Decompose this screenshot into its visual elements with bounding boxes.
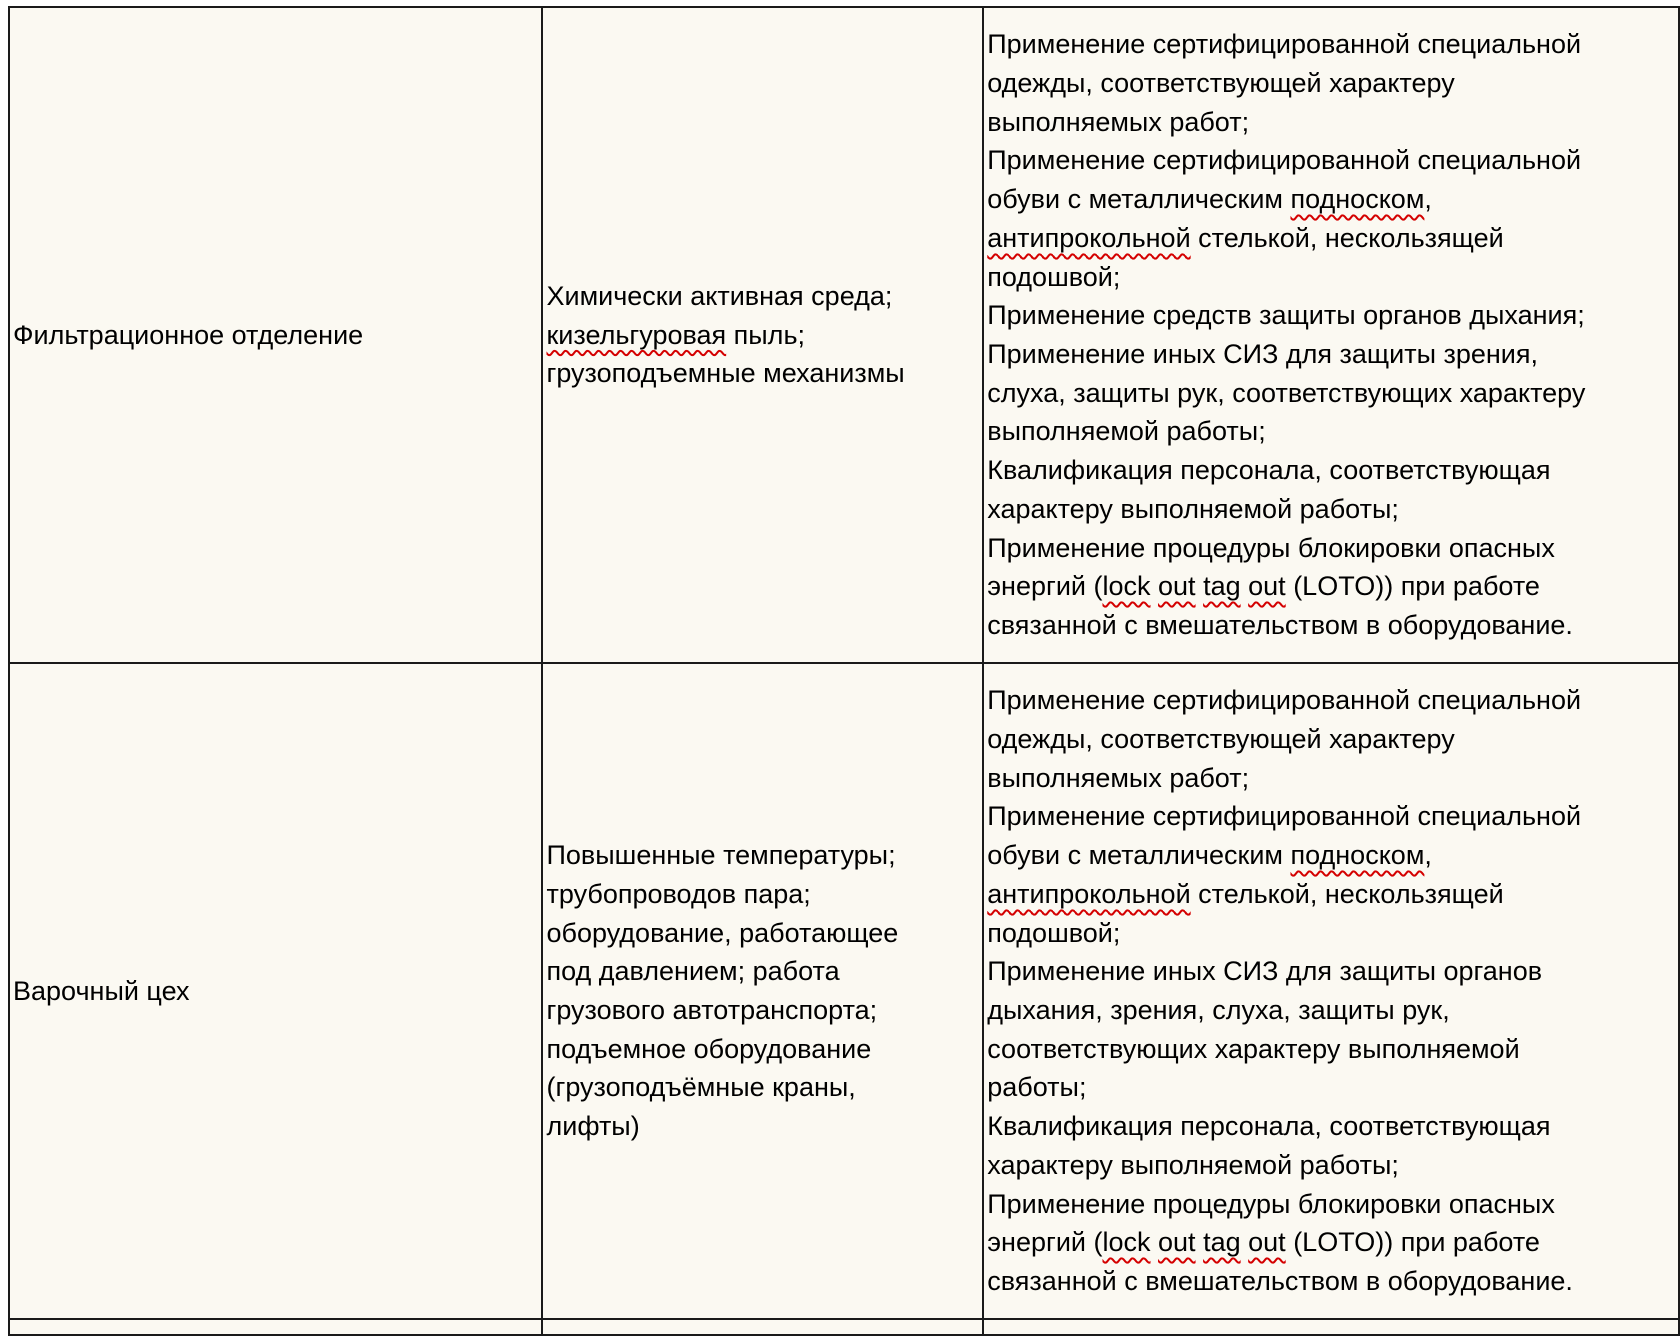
measure-line: обуви с металлическим подноском, bbox=[987, 840, 1432, 871]
table-row bbox=[9, 663, 1679, 1319]
empty-cell bbox=[983, 1319, 1679, 1335]
measure-line: слуха, защиты рук, соответствующих характеру bbox=[987, 377, 1586, 408]
measure-line: работы; bbox=[987, 1072, 1087, 1103]
measure-line: Квалификация персонала, соответствующая bbox=[987, 455, 1551, 486]
measure-line: обуви с металлическим подноском, bbox=[987, 184, 1432, 215]
work-area-text: Фильтрационное отделение bbox=[13, 319, 364, 350]
hazards-cell bbox=[542, 7, 983, 663]
measure-line: дыхания, зрения, слуха, защиты рук, bbox=[987, 995, 1450, 1025]
spellcheck-flagged-word: tag bbox=[1203, 1227, 1241, 1258]
hazard-line: Повышенные температуры; bbox=[546, 840, 896, 871]
measure-line: связанной с вмешательством в оборудование. bbox=[987, 1265, 1573, 1296]
measure-line: подошвой; bbox=[987, 261, 1121, 292]
measures-cell bbox=[983, 7, 1679, 663]
measure-line: характеру выполняемой работы; bbox=[987, 1149, 1399, 1180]
measure-line: антипрокольной стелькой, нескользящей bbox=[987, 878, 1504, 909]
measure-line: Применение сертифицированной специальной bbox=[987, 801, 1582, 832]
measure-line: Применение сертифицированной специальной bbox=[987, 685, 1582, 716]
measure-line: выполняемых работ; bbox=[987, 106, 1250, 137]
measure-line: Применение сертифицированной специальной bbox=[987, 145, 1582, 176]
hazard-line: грузоподъемные механизмы bbox=[546, 358, 905, 389]
hazard-line: лифты) bbox=[546, 1111, 640, 1142]
measure-line: одежды, соответствующей характеру bbox=[987, 68, 1455, 99]
spellcheck-flagged-word: подноском bbox=[1290, 184, 1425, 215]
spellcheck-flagged-word: lock bbox=[1102, 571, 1151, 602]
hazard-line: подъемное оборудование bbox=[546, 1033, 872, 1064]
measure-line: энергий (lock out tag out (LOTO)) при работе bbox=[987, 1227, 1540, 1258]
spellcheck-flagged-word: подноском bbox=[1290, 840, 1425, 871]
measure-line: подошвой; bbox=[987, 917, 1121, 948]
measure-line: энергий (lock out tag out (LOTO)) при работе bbox=[987, 571, 1540, 602]
spellcheck-flagged-word: антипрокольной bbox=[987, 878, 1191, 909]
measure-line: соответствующих характеру выполняемой bbox=[987, 1033, 1520, 1064]
measures-cell bbox=[983, 663, 1679, 1319]
spellcheck-flagged-word: lock bbox=[1102, 1227, 1151, 1258]
measure-line: Применение процедуры блокировки опасных bbox=[987, 1188, 1555, 1219]
spellcheck-flagged-word: out bbox=[1248, 571, 1286, 602]
measure-line: связанной с вмешательством в оборудование. bbox=[987, 609, 1573, 640]
spellcheck-flagged-word: out bbox=[1158, 571, 1196, 602]
measure-line: антипрокольной стелькой, нескользящей bbox=[987, 222, 1504, 253]
measure-line: Квалификация персонала, соответствующая bbox=[987, 1111, 1551, 1142]
hazard-line: грузового автотранспорта; bbox=[546, 995, 878, 1025]
spellcheck-flagged-word: кизельгуровая bbox=[546, 319, 727, 350]
measure-line: выполняемых работ; bbox=[987, 762, 1250, 793]
hazard-line: Химически активная среда; bbox=[546, 280, 893, 311]
measure-line: выполняемой работы; bbox=[987, 416, 1266, 447]
empty-cell bbox=[9, 1319, 542, 1335]
table-row bbox=[9, 7, 1679, 663]
measure-line: одежды, соответствующей характеру bbox=[987, 724, 1455, 755]
hazard-line: (грузоподъёмные краны, bbox=[546, 1072, 856, 1103]
work-area-cell bbox=[9, 7, 542, 663]
spellcheck-flagged-word: tag bbox=[1203, 571, 1241, 602]
spellcheck-flagged-word: out bbox=[1248, 1227, 1286, 1258]
hazard-controls-table bbox=[8, 6, 1680, 1336]
measure-line: характеру выполняемой работы; bbox=[987, 493, 1399, 524]
measure-line: Применение иных СИЗ для защиты зрения, bbox=[987, 339, 1539, 369]
hazards-cell bbox=[542, 663, 983, 1319]
spellcheck-flagged-word: антипрокольной bbox=[987, 222, 1191, 253]
hazard-line: кизельгуровая пыль; bbox=[546, 319, 806, 350]
measure-line: Применение сертифицированной специальной bbox=[987, 29, 1582, 60]
work-area-cell bbox=[9, 663, 542, 1319]
hazard-line: под давлением; работа bbox=[546, 956, 840, 987]
spellcheck-flagged-word: out bbox=[1158, 1227, 1196, 1258]
hazard-line: оборудование, работающее bbox=[546, 917, 899, 948]
table-row-next bbox=[9, 1319, 1679, 1335]
measure-line: Применение средств защиты органов дыхания; bbox=[987, 300, 1585, 331]
work-area-text: Варочный цех bbox=[13, 975, 190, 1006]
empty-cell bbox=[542, 1319, 983, 1335]
measure-line: Применение иных СИЗ для защиты органов bbox=[987, 956, 1543, 987]
hazard-line: трубопроводов пара; bbox=[546, 878, 811, 909]
measure-line: Применение процедуры блокировки опасных bbox=[987, 532, 1555, 563]
